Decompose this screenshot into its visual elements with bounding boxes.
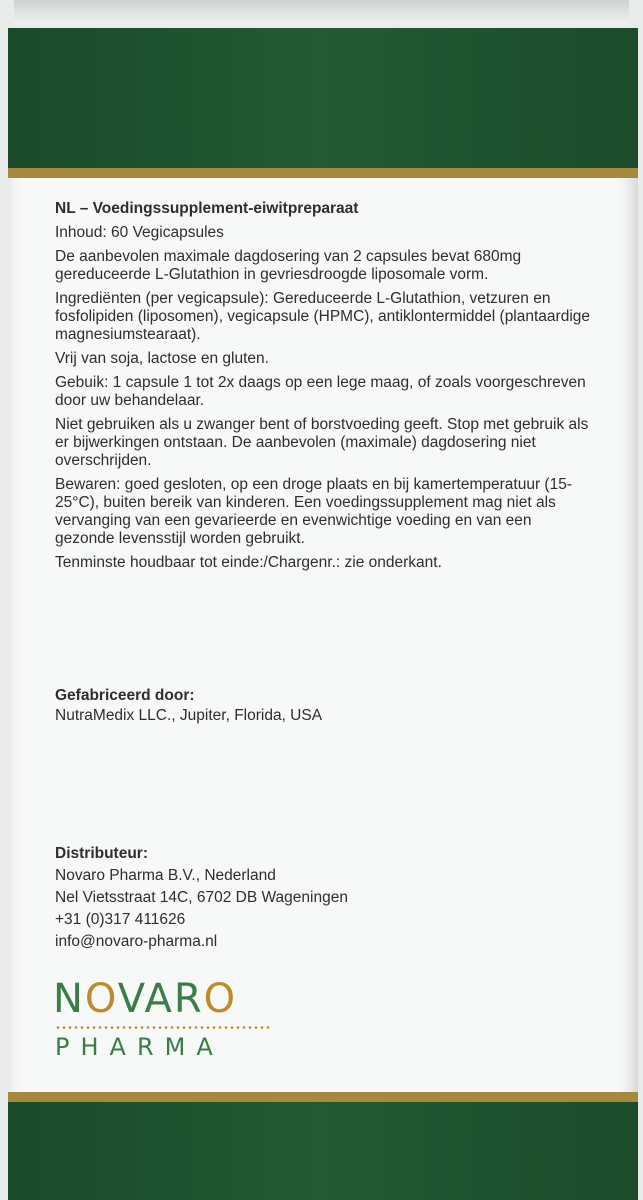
distributor-line: Novaro Pharma B.V., Nederland [55,867,276,884]
distributor-block [55,843,590,953]
manufacturer-name: NutraMedix LLC., Jupiter, Florida, USA [55,707,323,724]
label-paragraph: Niet gebruiken als u zwanger bent of borstvoeding geeft. Stop met gebruik als er bijwerkingen ontstaan. De aanbevolen (maximale) dagdosering niet overschrijden. [55,416,589,469]
novaro-pharma-logo [53,978,293,1061]
label-paragraph: Bewaren: goed gesloten, op een droge plaats en bij kamertemperatuur (15-25°C), buiten bereik van kinderen. Een voedingssupplement mag niet als vervanging van een gevarieerde en evenwichtige voeding en van een gezonde levensstijl worden gebruikt. [55,476,572,547]
top-gold-stripe [8,168,638,178]
label-text [55,200,590,578]
manufacturer-block [55,686,590,726]
top-green-band [8,28,638,168]
distributor-label: Distributeur: [55,845,148,862]
label-paragraph: Ingrediënten (per vegicapsule): Gereduceerde L-Glutathion, vetzuren en fosfolipiden (liposomen), vegicapsule (HPMC), antiklontermiddel (plantaardige magnesiumstearaat). [55,290,591,343]
bottom-green-band [8,1102,638,1200]
distributor-line: Nel Vietsstraat 14C, 6702 DB Wageningen [55,889,348,906]
bottom-gold-stripe [8,1092,638,1102]
logo-wordmark: NOVARO [53,976,238,1022]
label-title: NL – Voedingssupplement-eiwitpreparaat [55,200,359,217]
logo-dotted-divider [55,1026,270,1029]
label-paragraph: Vrij van soja, lactose en gluten. [55,350,269,367]
logo-subword: PHARMA [55,1033,224,1061]
label-paragraph: Gebuik: 1 capsule 1 tot 2x daags op een lege maag, of zoals voorgeschreven door uw behandelaar. [55,374,586,409]
label-paragraph: Inhoud: 60 Vegicapsules [55,224,224,241]
distributor-line: +31 (0)317 411626 [55,911,186,928]
product-box [8,28,638,1200]
distributor-line: info@novaro-pharma.nl [55,933,218,950]
manufacturer-label: Gefabriceerd door: [55,687,195,704]
label-paragraph: Tenminste houdbaar tot einde:/Chargenr.: zie onderkant. [55,554,442,571]
label-paragraph: De aanbevolen maximale dagdosering van 2 capsules bevat 680mg gereduceerde L-Glutathion in gevriesdroogde liposomale vorm. [55,248,522,283]
